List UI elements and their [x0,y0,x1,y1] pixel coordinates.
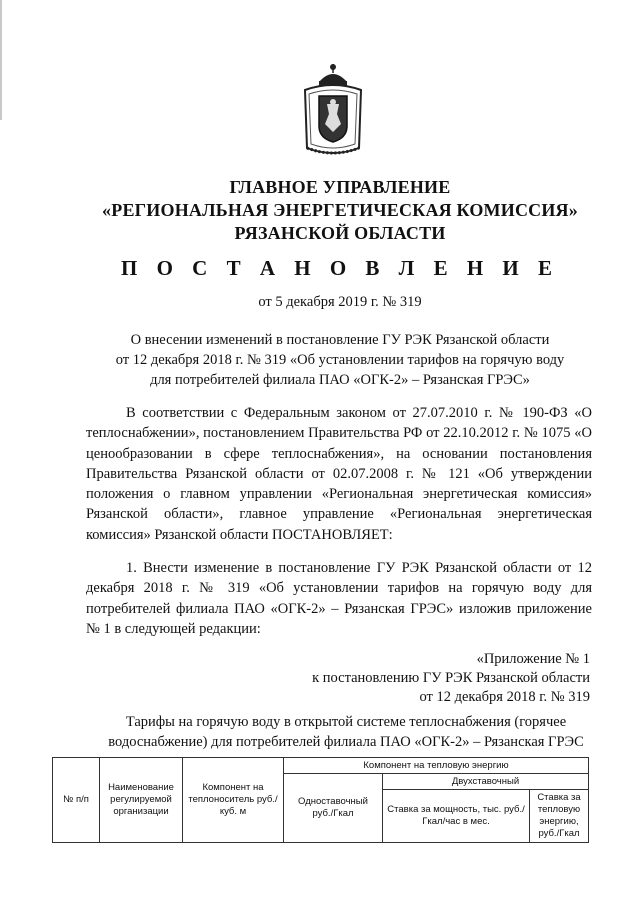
appendix-line-3: от 12 декабря 2018 г. № 319 [419,689,590,705]
table-title-line-2: водоснабжение) для потребителей филиала ПАО «ОГК-2» – Рязанская ГРЭС [108,734,584,750]
tariff-table [52,757,589,843]
col-number-header: № п/п [53,758,100,843]
appendix-line-1: «Приложение № 1 [476,651,590,667]
org-title-line-2: «РЕГИОНАЛЬНАЯ ЭНЕРГЕТИЧЕСКАЯ КОМИССИЯ» [102,200,578,220]
document-date-number: от 5 декабря 2019 г. № 319 [258,294,422,310]
org-title-line-3: РЯЗАНСКОЙ ОБЛАСТИ [234,223,446,243]
subject-line-3: для потребителей филиала ПАО «ОГК-2» – Рязанская ГРЭС» [150,372,530,388]
col-organization-header: Наименование регулируемой организации [100,758,183,843]
col-capacity-rate-header: Ставка за мощность, тыс. руб./Гкал/час в мес. [383,790,530,843]
subject-line-1: О внесении изменений в постановление ГУ РЭК Рязанской области [130,332,550,348]
preamble-paragraph [86,403,592,545]
document-subject [40,330,640,390]
scan-edge [0,0,2,120]
table-title [86,712,606,752]
coat-of-arms-icon [297,62,369,158]
subject-line-2: от 12 декабря 2018 г. № 319 «Об установлении тарифов на горячую воду [115,352,565,368]
appendix-reference [312,650,590,707]
table-header-row-1 [53,758,589,774]
two-rate-group-header: Двухставочный [383,774,589,790]
col-carrier-header: Компонент на теплоноситель руб./куб. м [183,758,284,843]
appendix-line-2: к постановлению ГУ РЭК Рязанской области [312,670,590,686]
preamble-text: В соответствии с Федеральным законом от 27.07.2010 г. № 190-ФЗ «О теплоснабжении», постановлением Правительства РФ от 22.10.2012 г. № 1075 «О ценообразовании в сфере теплоснабжения», на основании постановления Правительства Рязанской области от 02.07.2008 г. № 121 «Об утверждении положения о главном управлении «Региональная энергетическая комиссия» Рязанской области», главное управление «Региональная энергетическая комиссия» Рязанской области ПОСТАНОВЛЯЕТ: [86,405,592,543]
document-type: П О С Т А Н О В Л Е Н И Е [120,256,559,280]
item-1-text: 1. Внести изменение в постановление ГУ РЭК Рязанской области от 12 декабря 2018 г. № 319 «Об установлении тарифов на горячую воду для потребителей филиала ПАО «ОГК-2» – Рязанская ГРЭС» изложив приложение № 1 в следующей редакции: [86,560,592,637]
org-title-line-1: ГЛАВНОЕ УПРАВЛЕНИЕ [229,177,451,197]
item-1-paragraph [86,558,592,639]
table-title-line-1: Тарифы на горячую воду в открытой системе теплоснабжения (горячее [125,714,567,730]
heat-component-group-header: Компонент на тепловую энергию [284,758,589,774]
col-single-rate-header: Одноставочный руб./Гкал [284,774,383,843]
org-title [40,176,640,245]
col-energy-rate-header: Ставка за тепловую энергию, руб./Гкал [530,790,589,843]
